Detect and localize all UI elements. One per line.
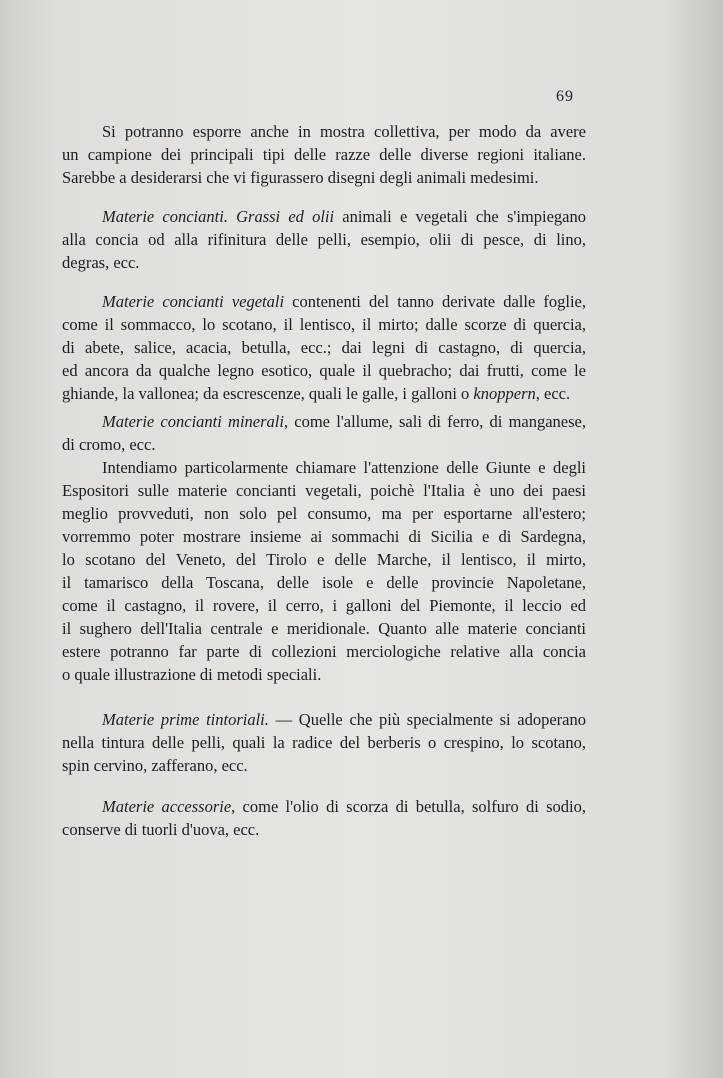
page-number: 69 xyxy=(556,88,574,105)
text-line xyxy=(62,731,586,754)
line-text: nella tintura delle pelli, quali la radice del berberis o crespino, lo scotano, xyxy=(62,733,586,752)
text-line xyxy=(62,571,586,594)
text-line xyxy=(62,617,586,640)
text-line xyxy=(62,640,586,663)
line-text: Sarebbe a desiderarsi che vi figurassero disegni degli animali medesimi. xyxy=(62,168,539,187)
italic-heading: Materie concianti minerali xyxy=(102,412,284,431)
paragraph xyxy=(62,410,586,686)
text-line xyxy=(62,410,586,433)
line-text: o quale illustrazione di metodi speciali. xyxy=(62,665,322,684)
line-text: di abete, salice, acacia, betulla, ecc.; dai legni di castagno, di quercia, xyxy=(62,338,586,357)
text-line xyxy=(62,336,586,359)
line-text: un campione dei principali tipi delle razze delle diverse regioni italiane. xyxy=(62,145,586,164)
line-text: meglio provveduti, non solo pel consumo, ma per esportarne all'estero; xyxy=(62,504,586,523)
text-line xyxy=(62,663,586,686)
text-line xyxy=(62,433,586,456)
text-line xyxy=(62,251,586,274)
text-line xyxy=(62,548,586,571)
line-text: Si potranno esporre anche in mostra collettiva, per modo da avere xyxy=(102,122,586,141)
italic-heading: Materie concianti. Grassi ed olii xyxy=(102,207,335,226)
line-text: di cromo, ecc. xyxy=(62,435,156,454)
line-text-tail: , ecc. xyxy=(535,384,571,403)
line-text: spin cervino, zafferano, ecc. xyxy=(62,756,248,775)
line-text: lo scotano del Veneto, del Tirolo e delle Marche, il lentisco, il mirto, xyxy=(62,550,586,569)
line-text: alla concia od alla rifinitura delle pelli, esempio, olii di pesce, di lino, xyxy=(62,230,586,249)
line-text: come il sommacco, lo scotano, il lentisco, il mirto; dalle scorze di quercia, xyxy=(62,315,586,334)
text-line xyxy=(62,205,586,228)
line-text: animali e vegetali che s'impiegano xyxy=(334,207,586,226)
line-text: — Quelle che più specialmente si adoperano xyxy=(268,710,587,729)
line-text: il tamarisco della Toscana, delle isole e delle provincie Napoletane, xyxy=(62,573,586,592)
line-text: contenenti del tanno derivate dalle foglie, xyxy=(284,292,586,311)
line-text: Espositori sulle materie concianti vegetali, poichè l'Italia è uno dei paesi xyxy=(62,481,586,500)
line-text: , come l'allume, sali di ferro, di manganese, xyxy=(283,412,586,431)
italic-heading: Materie accessorie xyxy=(102,797,232,816)
text-line xyxy=(62,795,586,818)
line-text: degras, ecc. xyxy=(62,253,140,272)
italic-heading: Materie concianti vegetali xyxy=(102,292,285,311)
line-text: vorremmo poter mostrare insieme ai sommachi di Sicilia e di Sardegna, xyxy=(62,527,586,546)
text-line xyxy=(62,594,586,617)
text-line xyxy=(62,502,586,525)
paragraph xyxy=(62,708,586,777)
italic-heading: Materie prime tintoriali. xyxy=(102,710,269,729)
text-line xyxy=(62,359,586,382)
paragraph xyxy=(62,205,586,274)
line-text: estere potranno far parte di collezioni merciologiche relative alla concia xyxy=(62,642,586,661)
text-line xyxy=(62,525,586,548)
text-line xyxy=(62,818,586,841)
line-text: conserve di tuorli d'uova, ecc. xyxy=(62,820,260,839)
text-line xyxy=(62,708,586,731)
line-text: Intendiamo particolarmente chiamare l'attenzione delle Giunte e degli xyxy=(102,458,586,477)
paragraph xyxy=(62,795,586,841)
text-line xyxy=(62,120,586,143)
text-line xyxy=(62,228,586,251)
paragraph xyxy=(62,290,586,405)
text-line xyxy=(62,313,586,336)
paragraph xyxy=(62,120,586,189)
text-line xyxy=(62,290,586,313)
line-text: il sughero dell'Italia centrale e meridionale. Quanto alle materie concianti xyxy=(62,619,586,638)
line-text: ed ancora da qualche legno esotico, quale il quebracho; dai frutti, come le xyxy=(62,361,586,380)
text-line xyxy=(62,479,586,502)
italic-term: knoppern xyxy=(473,384,536,403)
text-line xyxy=(62,166,586,189)
text-line xyxy=(62,456,586,479)
line-text: come il castagno, il rovere, il cerro, i galloni del Piemonte, il leccio ed xyxy=(62,596,586,615)
text-line xyxy=(62,382,586,405)
line-text: , come l'olio di scorza di betulla, solfuro di sodio, xyxy=(231,797,587,816)
line-text: ghiande, la vallonea; da escrescenze, quali le galle, i galloni o xyxy=(62,384,474,403)
text-line xyxy=(62,754,586,777)
text-line xyxy=(62,143,586,166)
